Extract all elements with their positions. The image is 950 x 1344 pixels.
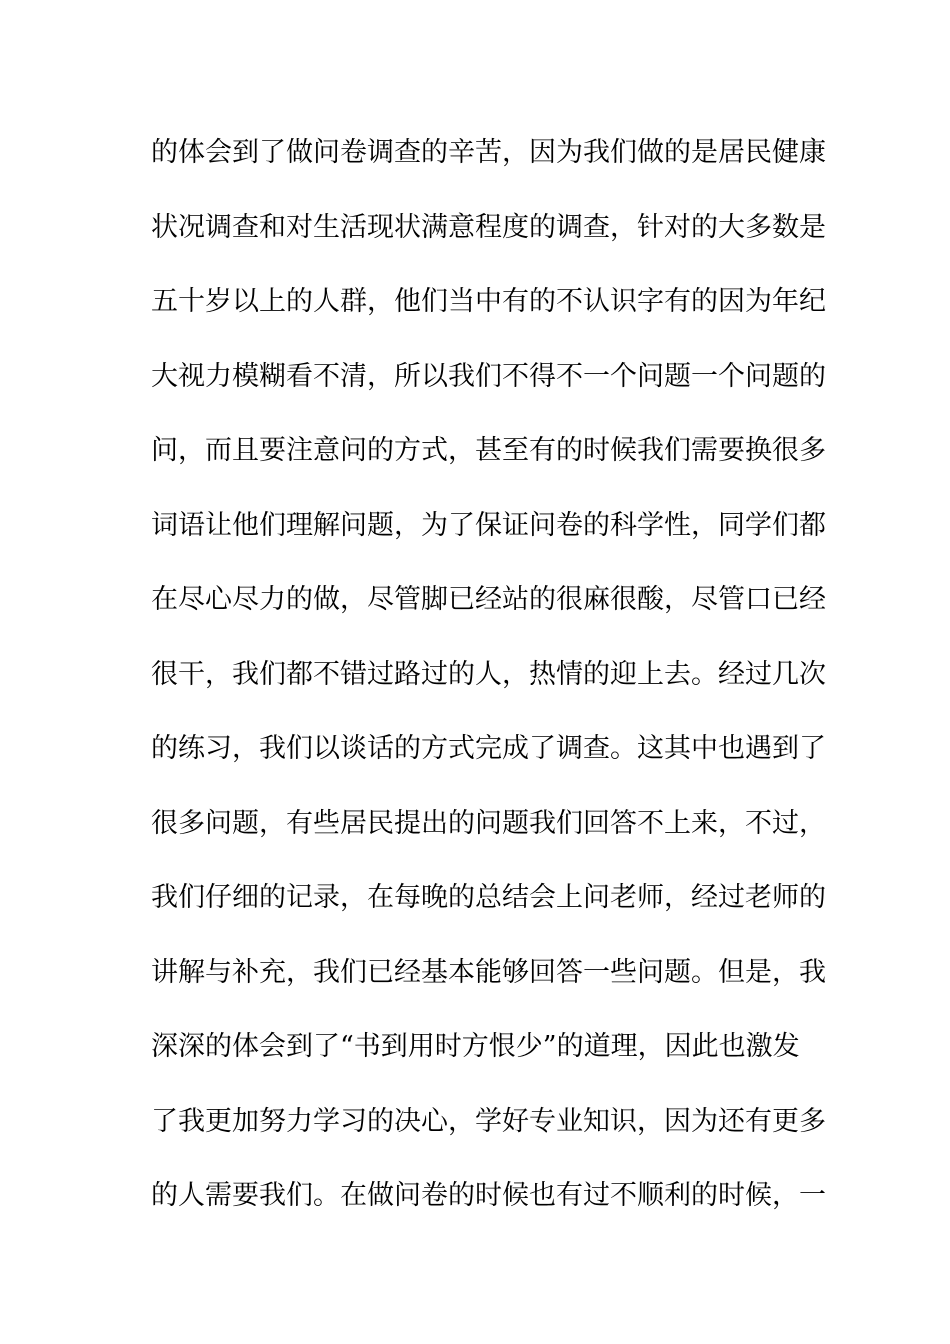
text-line: 词语让他们理解问题，为了保证问卷的科学性，同学们都 bbox=[151, 509, 826, 541]
text-line: 了我更加努力学习的决心，学好专业知识，因为还有更多 bbox=[151, 1105, 826, 1137]
text-line: 很干，我们都不错过路过的人，热情的迎上去。经过几次 bbox=[151, 658, 826, 690]
text-line: 的体会到了做问卷调查的辛苦，因为我们做的是居民健康 bbox=[151, 137, 826, 168]
text-line: 在尽心尽力的做，尽管脚已经站的很麻很酸，尽管口已经 bbox=[151, 584, 826, 615]
text-line: 状况调查和对生活现状满意程度的调查，针对的大多数是 bbox=[151, 211, 826, 243]
body-paragraph bbox=[151, 128, 826, 1246]
text-line: 讲解与补充，我们已经基本能够回答一些问题。但是，我 bbox=[151, 956, 826, 988]
text-line: 大视力模糊看不清，所以我们不得不一个问题一个问题的 bbox=[151, 360, 826, 392]
text-line: 深深的体会到了“书到用时方恨少”的道理，因此也激发 bbox=[151, 1031, 800, 1062]
text-line: 我们仔细的记录，在每晚的总结会上问老师，经过老师的 bbox=[151, 882, 826, 913]
text-line: 很多问题，有些居民提出的问题我们回答不上来，不过， bbox=[151, 807, 826, 839]
text-line: 五十岁以上的人群，他们当中有的不认识字有的因为年纪 bbox=[151, 286, 826, 317]
text-line: 的练习，我们以谈话的方式完成了调查。这其中也遇到了 bbox=[151, 733, 826, 764]
text-line: 的人需要我们。在做问卷的时候也有过不顺利的时候，一 bbox=[151, 1180, 826, 1211]
text-line: 问，而且要注意问的方式，甚至有的时候我们需要换很多 bbox=[151, 435, 826, 466]
